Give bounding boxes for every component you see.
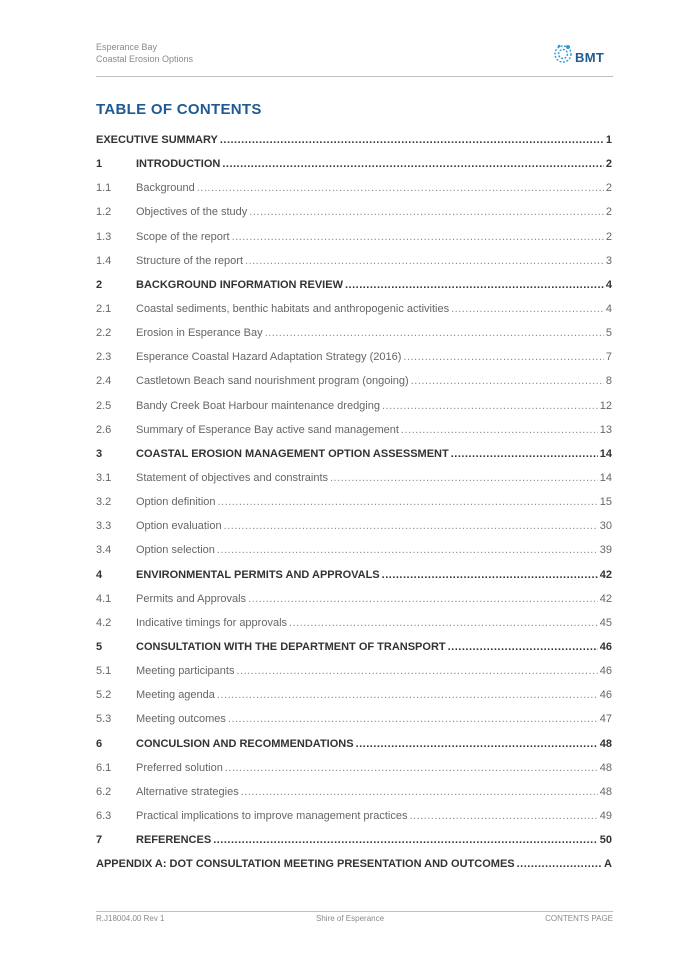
- toc-dot-leader: [356, 738, 598, 750]
- toc-entry-number: 5.3: [96, 713, 112, 726]
- toc-entry-title: Meeting participants: [136, 665, 235, 678]
- toc-entry[interactable]: [96, 683, 612, 707]
- toc-entry-title: APPENDIX A: DOT CONSULTATION MEETING PRESENTATION AND OUTCOMES: [96, 858, 515, 871]
- toc-entry-page: 5: [605, 327, 612, 340]
- toc-entry-number: 3.2: [96, 496, 112, 509]
- toc-dot-leader: [245, 255, 604, 267]
- toc-dot-leader: [289, 617, 598, 629]
- toc-entry-number: 6.3: [96, 810, 112, 822]
- toc-entry-title: Structure of the report: [136, 254, 243, 267]
- toc-dot-leader: [228, 713, 598, 725]
- toc-entry[interactable]: [96, 756, 612, 780]
- toc-entry-number: 2.1: [96, 303, 112, 316]
- toc-dot-leader: [517, 858, 602, 870]
- toc-entry-title: CONCULSION AND RECOMMENDATIONS: [136, 737, 354, 750]
- toc-entry-number: 2.6: [96, 423, 112, 436]
- toc-entry-number: 6.1: [96, 761, 112, 774]
- toc-entry-page: 49: [599, 810, 612, 822]
- document-header: [96, 41, 193, 65]
- toc-entry-page: 2: [605, 182, 612, 195]
- toc-entry-number: 3: [96, 447, 103, 460]
- logo-text: BMT: [575, 50, 605, 65]
- toc-entry-title: Preferred solution: [136, 761, 223, 774]
- toc-entry[interactable]: [96, 587, 612, 611]
- footer-divider: [96, 911, 613, 912]
- toc-entry[interactable]: [96, 273, 612, 297]
- toc-dot-leader: [451, 448, 598, 460]
- toc-entry[interactable]: [96, 732, 612, 756]
- toc-entry-page: 12: [599, 399, 612, 412]
- toc-entry-number: 6: [96, 737, 103, 750]
- toc-entry-page: 4: [605, 278, 612, 291]
- toc-entry-page: 2: [605, 206, 612, 219]
- toc-entry-page: 14: [599, 447, 612, 460]
- toc-dot-leader: [236, 665, 597, 677]
- toc-entry-title: Castletown Beach sand nourishment program (ongoing): [136, 375, 409, 388]
- toc-entry[interactable]: [96, 538, 612, 562]
- toc-entry-number: 1.2: [96, 206, 112, 219]
- toc-entry-title: Esperance Coastal Hazard Adaptation Strategy (2016): [136, 351, 402, 364]
- toc-entry[interactable]: [96, 394, 612, 418]
- toc-entry[interactable]: [96, 249, 612, 273]
- toc-entry-page: 48: [599, 785, 612, 798]
- toc-entry-page: 46: [599, 641, 612, 654]
- toc-entry-title: Summary of Esperance Bay active sand management: [136, 423, 399, 436]
- toc-entry[interactable]: [96, 418, 612, 442]
- toc-entry[interactable]: [96, 442, 612, 466]
- toc-entry[interactable]: [96, 176, 612, 200]
- toc-entry-title: INTRODUCTION: [136, 158, 221, 171]
- toc-entry-page: 48: [599, 761, 612, 774]
- toc-entry-page: 47: [599, 713, 612, 726]
- toc-entry-number: 2.5: [96, 399, 112, 412]
- toc-dot-leader: [265, 327, 604, 339]
- toc-entry-title: Meeting agenda: [136, 689, 215, 702]
- toc-entry-number: 1: [96, 158, 103, 171]
- toc-entry-title: Permits and Approvals: [136, 592, 247, 605]
- toc-entry-title: CONSULTATION WITH THE DEPARTMENT OF TRANSPORT: [136, 641, 446, 654]
- toc-entry[interactable]: [96, 828, 612, 852]
- toc-entry-number: 3.1: [96, 472, 112, 485]
- toc-dot-leader: [217, 689, 598, 701]
- toc-dot-leader: [217, 544, 598, 556]
- toc-entry-title: Statement of objectives and constraints: [136, 472, 328, 485]
- toc-entry-number: 5.1: [96, 665, 112, 678]
- toc-entry-page: 42: [599, 592, 612, 605]
- toc-entry-number: 3.3: [96, 520, 112, 533]
- toc-dot-leader: [232, 231, 604, 243]
- toc-entry[interactable]: [96, 804, 612, 828]
- toc-entry[interactable]: [96, 321, 612, 345]
- toc-entry-title: BACKGROUND INFORMATION REVIEW: [136, 278, 343, 291]
- toc-entry[interactable]: [96, 852, 612, 876]
- toc-entry-number: 1.3: [96, 230, 112, 243]
- toc-entry-page: 7: [605, 351, 612, 364]
- toc-entry-page: A: [604, 858, 612, 871]
- toc-dot-leader: [220, 134, 604, 146]
- toc-entry-page: 8: [605, 375, 612, 388]
- toc-dot-leader: [382, 569, 598, 581]
- footer-client: Shire of Esperance: [316, 914, 385, 923]
- toc-entry-number: 2.2: [96, 327, 112, 340]
- toc-entry-page: 2: [605, 230, 612, 243]
- toc-entry-title: Option selection: [136, 544, 215, 557]
- toc-entry-title: Option definition: [136, 496, 216, 509]
- toc-entry[interactable]: [96, 345, 612, 369]
- toc-entry-number: 2.4: [96, 375, 112, 388]
- toc-entry-number: 2.3: [96, 351, 112, 364]
- toc-dot-leader: [409, 810, 597, 822]
- header-subtitle: Coastal Erosion Options: [96, 54, 194, 64]
- toc-dot-leader: [241, 786, 598, 798]
- toc-dot-leader: [345, 279, 604, 291]
- toc-entry-title: Objectives of the study: [136, 206, 248, 219]
- toc-entry-title: Scope of the report: [136, 230, 230, 243]
- toc-entry[interactable]: [96, 225, 612, 249]
- toc-entry-number: 5: [96, 641, 103, 654]
- toc-dot-leader: [401, 424, 598, 436]
- toc-entry-title: Option evaluation: [136, 520, 222, 533]
- toc-entry-page: 13: [599, 423, 612, 436]
- toc-entry[interactable]: [96, 635, 612, 659]
- toc-dot-leader: [403, 351, 603, 363]
- toc-entry[interactable]: [96, 200, 612, 224]
- toc-dot-leader: [197, 182, 604, 194]
- toc-entry-title: Alternative strategies: [136, 785, 239, 798]
- toc-entry-title: ENVIRONMENTAL PERMITS AND APPROVALS: [136, 568, 380, 581]
- toc-entry-page: 46: [599, 665, 612, 678]
- toc-entry-title: Meeting outcomes: [136, 713, 226, 726]
- toc-dot-leader: [224, 520, 598, 532]
- toc-entry-title: Coastal sediments, benthic habitats and anthropogenic activities: [136, 303, 450, 316]
- toc-entry-number: 2: [96, 278, 103, 291]
- toc-entry[interactable]: [96, 369, 612, 393]
- globe-icon: [553, 42, 575, 64]
- toc-entry-page: 39: [599, 544, 612, 557]
- table-of-contents: [96, 128, 612, 876]
- toc-entry-page: 3: [605, 254, 612, 267]
- header-divider: [96, 76, 613, 77]
- toc-entry-number: 1.4: [96, 254, 112, 267]
- toc-entry-page: 50: [599, 834, 612, 847]
- toc-dot-leader: [222, 158, 604, 170]
- toc-dot-leader: [213, 834, 598, 846]
- toc-entry-page: 4: [605, 303, 612, 316]
- toc-entry[interactable]: [96, 514, 612, 538]
- toc-entry[interactable]: [96, 297, 612, 321]
- toc-dot-leader: [225, 762, 598, 774]
- toc-entry-page: 1: [605, 134, 612, 147]
- toc-dot-leader: [451, 303, 604, 315]
- toc-dot-leader: [382, 400, 598, 412]
- toc-entry[interactable]: [96, 563, 612, 587]
- toc-dot-leader: [248, 593, 598, 605]
- bmt-logo: [553, 42, 613, 68]
- toc-entry-page: 15: [599, 496, 612, 509]
- toc-entry[interactable]: [96, 490, 612, 514]
- toc-entry-page: 46: [599, 689, 612, 702]
- toc-entry[interactable]: [96, 152, 612, 176]
- toc-entry-number: 4.1: [96, 592, 112, 605]
- toc-entry-title: Erosion in Esperance Bay: [136, 327, 263, 340]
- toc-entry[interactable]: [96, 707, 612, 731]
- toc-entry-title: COASTAL EROSION MANAGEMENT OPTION ASSESSMENT: [136, 447, 449, 460]
- toc-entry-page: 48: [599, 737, 612, 750]
- toc-entry-title: EXECUTIVE SUMMARY: [96, 134, 218, 147]
- toc-entry-number: 1.1: [96, 182, 112, 195]
- toc-dot-leader: [249, 206, 604, 218]
- toc-entry-title: Indicative timings for approvals: [136, 616, 288, 629]
- toc-entry-title: Practical implications to improve management practices: [136, 810, 408, 822]
- toc-entry[interactable]: [96, 780, 612, 804]
- toc-entry-title: Bandy Creek Boat Harbour maintenance dredging: [136, 399, 380, 412]
- toc-entry-title: REFERENCES: [136, 834, 212, 847]
- toc-entry-page: 2: [605, 158, 612, 171]
- toc-entry-page: 14: [599, 472, 612, 485]
- toc-entry-number: 4.2: [96, 616, 112, 629]
- toc-entry[interactable]: [96, 466, 612, 490]
- toc-entry[interactable]: [96, 659, 612, 683]
- footer-section: CONTENTS PAGE: [545, 914, 613, 923]
- toc-entry-number: 7: [96, 834, 103, 847]
- toc-entry[interactable]: [96, 128, 612, 152]
- toc-entry-number: 5.2: [96, 689, 112, 702]
- toc-entry-number: 6.2: [96, 785, 112, 798]
- toc-entry-page: 42: [599, 568, 612, 581]
- toc-entry-title: Background: [136, 182, 195, 195]
- toc-dot-leader: [448, 641, 598, 653]
- toc-entry-number: 4: [96, 568, 103, 581]
- toc-title: TABLE OF CONTENTS: [96, 101, 262, 118]
- toc-entry-number: 3.4: [96, 544, 112, 557]
- toc-dot-leader: [330, 472, 598, 484]
- footer-document-number: R.J18004.00 Rev 1: [96, 914, 165, 923]
- header-project: Esperance Bay: [96, 42, 158, 52]
- toc-entry-page: 45: [599, 616, 612, 629]
- toc-dot-leader: [218, 496, 598, 508]
- toc-dot-leader: [411, 375, 604, 387]
- toc-entry-page: 30: [599, 520, 612, 533]
- toc-entry[interactable]: [96, 611, 612, 635]
